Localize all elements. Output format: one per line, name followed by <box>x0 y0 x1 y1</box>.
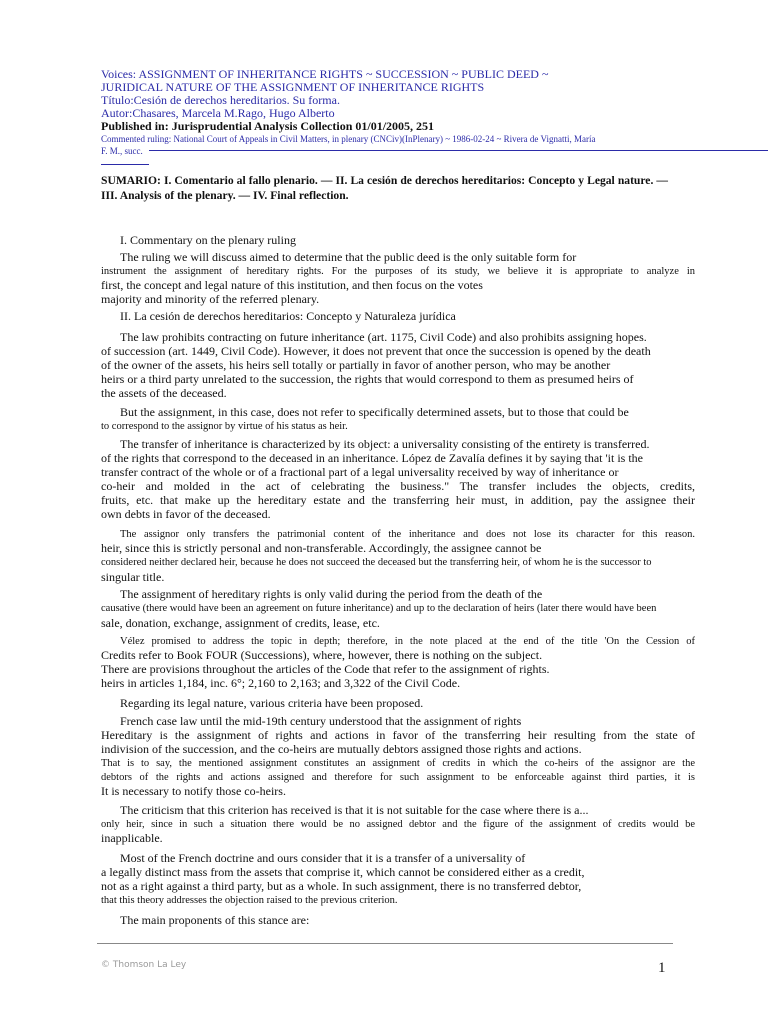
text-line: co-heir and molded in the act of celebrating the business." The transfer includes the objects, credits, <box>101 479 695 493</box>
text-line: The law prohibits contracting on future inheritance (art. 1175, Civil Code) and also prohibits assigning hopes. <box>120 330 647 344</box>
text-line: Hereditary is the assignment of rights and actions in favor of the transferring heir resulting from the state of <box>101 728 695 742</box>
text-line: inapplicable. <box>101 831 163 845</box>
text-line: heirs in articles 1,184, inc. 6°; 2,160 to 2,163; and 3,322 of the Civil Code. <box>101 676 461 690</box>
text-line: of the owner of the assets, his heirs sell totally or partially in favor of another person, who may be another <box>101 358 611 372</box>
text-line: The assignment of hereditary rights is only valid during the period from the death of the <box>120 587 543 601</box>
text-line: the assets of the deceased. <box>101 386 227 400</box>
text-line: fruits, etc. that make up the hereditary estate and the transferring heir must, in addition, pay the assignee their <box>101 493 695 507</box>
text-line: only heir, since in such a situation there would be no assigned debtor and the figure of the assignment of credits would be <box>101 819 695 830</box>
text-line: not as a right against a third party, but as a whole. In such assignment, there is no transferred debtor, <box>101 879 582 893</box>
text-line: own debts in favor of the deceased. <box>101 507 271 521</box>
text-line: There are provisions throughout the articles of the Code that refer to the assignment of rights. <box>101 662 550 676</box>
text-line: The assignor only transfers the patrimonial content of the inheritance and does not lose its character for this reason. <box>120 529 695 540</box>
text-line: But the assignment, in this case, does not refer to specifically determined assets, but to those that could be <box>120 405 629 419</box>
text-line: debtors of the rights and actions assigned and therefore for such assignment to be enforceable against third parties, it is <box>101 772 695 783</box>
text-line: that this theory addresses the objection raised to the previous criterion. <box>101 895 398 906</box>
published-line: Published in: Jurisprudential Analysis Collection 01/01/2005, 251 <box>101 119 435 133</box>
text-line: transfer contract of the whole or of a fractional part of a legal universality received by way of inheritance or <box>101 465 619 479</box>
footer-copyright: © Thomson La Ley <box>101 960 187 970</box>
text-line: considered neither declared heir, because he does not succeed the deceased but the transferring heir, of whom he is the successor to <box>101 557 652 568</box>
title-line: Título:Cesión de derechos hereditarios. Su forma. <box>101 93 340 107</box>
text-line: French case law until the mid-19th century understood that the assignment of rights <box>120 714 522 728</box>
text-line: The main proponents of this stance are: <box>120 913 310 927</box>
text-line: Credits refer to Book FOUR (Successions), where, however, there is nothing on the subject. <box>101 648 543 662</box>
text-line: of the rights that correspond to the deceased in an inheritance. López de Zavalía defines it by saying that 'it is the <box>101 451 643 465</box>
commented-ruling-line-2[interactable]: F. M., succ. <box>101 146 143 156</box>
link-underline-2 <box>101 164 149 165</box>
text-line: majority and minority of the referred plenary. <box>101 292 320 306</box>
text-line: of succession (art. 1449, Civil Code). However, it does not prevent that once the succession is opened by the death <box>101 344 651 358</box>
page-number: 1 <box>658 960 666 976</box>
author-line: Autor:Chasares, Marcela M.Rago, Hugo Alberto <box>101 106 335 120</box>
text-line: It is necessary to notify those co-heirs. <box>101 784 286 798</box>
text-line: heir, since this is strictly personal and non-transferable. Accordingly, the assignee cannot be <box>101 541 542 555</box>
document-header <box>101 68 681 157</box>
commented-ruling-line-1[interactable]: Commented ruling: National Court of Appeals in Civil Matters, in plenary (CNCiv)(InPlenary) ~ 1986-02-24 ~ Rivera de Vignatti, María <box>101 134 596 144</box>
link-underline <box>149 150 768 151</box>
text-line: to correspond to the assignor by virtue of his status as heir. <box>101 421 348 432</box>
text-line: I. Commentary on the plenary ruling <box>120 233 296 247</box>
text-line: first, the concept and legal nature of this institution, and then focus on the votes <box>101 278 483 292</box>
text-line: singular title. <box>101 570 165 584</box>
text-line: Vélez promised to address the topic in depth; therefore, in the note placed at the end of the title 'On the Cession of <box>120 636 695 647</box>
text-line: a legally distinct mass from the assets that comprise it, which cannot be considered either as a credit, <box>101 865 585 879</box>
text-line: Regarding its legal nature, various criteria have been proposed. <box>120 696 424 710</box>
summary-paragraph: SUMARIO: I. Comentario al fallo plenario. — II. La cesión de derechos hereditarios: Concepto y Legal nature. — III. Analysis of the plenary. — IV. Final reflection. <box>101 174 668 202</box>
footer-divider <box>97 943 673 944</box>
text-line: The transfer of inheritance is characterized by its object: a universality consisting of the entirety is transferred. <box>120 437 650 451</box>
text-line: instrument the assignment of hereditary rights. For the purposes of its study, we believe it is appropriate to analyze in <box>101 266 695 277</box>
text-line: The ruling we will discuss aimed to determine that the public deed is the only suitable form for <box>120 250 577 264</box>
text-line: causative (there would have been an agreement on future inheritance) and up to the declaration of heirs (later there would have been <box>101 603 657 614</box>
text-line: The criticism that this criterion has received is that it is not suitable for the case where there is a... <box>120 803 589 817</box>
voices-line-2: JURIDICAL NATURE OF THE ASSIGNMENT OF INHERITANCE RIGHTS <box>101 80 485 94</box>
text-line: indivision of the succession, and the co-heirs are mutually debtors assigned those rights and actions. <box>101 742 582 756</box>
text-line: That is to say, the mentioned assignment constitutes an assignment of credits in which the co-heirs of the assignor are the <box>101 758 695 769</box>
text-line: sale, donation, exchange, assignment of credits, lease, etc. <box>101 616 380 630</box>
text-line: heirs or a third party unrelated to the succession, the rights that would correspond to them as presumed heirs of <box>101 372 634 386</box>
text-line: II. La cesión de derechos hereditarios: Concepto y Naturaleza jurídica <box>120 309 456 323</box>
voices-line-1: Voices: ASSIGNMENT OF INHERITANCE RIGHTS ~ SUCCESSION ~ PUBLIC DEED ~ <box>101 67 549 81</box>
text-line: Most of the French doctrine and ours consider that it is a transfer of a universality of <box>120 851 526 865</box>
